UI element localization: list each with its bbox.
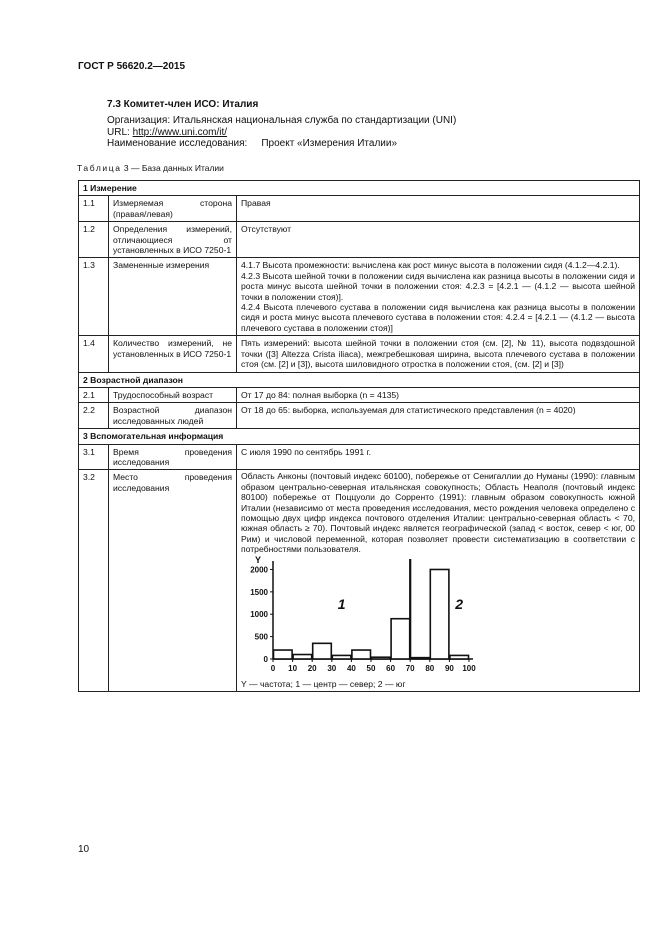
study-value: Проект «Измерения Италии» — [261, 138, 398, 149]
x-tick-label: 80 — [425, 663, 435, 673]
section-row — [79, 372, 640, 387]
table-row — [79, 403, 640, 429]
y-tick-label: 0 — [263, 654, 268, 664]
row-value-part: 4.1.7 Высота промежности: вычислена как рост минус высота в положении сидя (4.1.2—4.2.1). — [241, 260, 620, 271]
section-row — [79, 181, 640, 196]
document-code: ГОСТ Р 56620.2—2015 — [78, 61, 186, 72]
table-row — [79, 444, 640, 470]
table-caption-text: 3 — База данных Италии — [121, 163, 224, 173]
region-label: 2 — [455, 595, 464, 612]
x-tick-label: 20 — [307, 663, 317, 673]
row-name: Место проведения исследования — [109, 470, 237, 692]
row-name: Возрастной диапазон исследованных людей — [109, 403, 237, 429]
y-tick-label: 1500 — [250, 587, 268, 597]
table-caption — [77, 163, 224, 173]
histogram-bar — [313, 643, 332, 659]
histogram-bar — [391, 618, 410, 658]
row-number: 1.1 — [79, 196, 109, 222]
x-tick-label: 50 — [366, 663, 376, 673]
row-number: 2.1 — [79, 387, 109, 402]
x-tick-label: 0 — [270, 663, 276, 673]
y-tick-label: 1000 — [250, 609, 268, 619]
row-value: От 18 до 65: выборка, используемая для статистического представления (n = 4020) — [237, 403, 640, 429]
x-tick-label: 70 — [405, 663, 415, 673]
row-value — [237, 470, 640, 692]
row-name: Трудоспособный возраст — [109, 387, 237, 402]
y-tick-label: 2000 — [250, 565, 268, 575]
url-link[interactable]: http://www.uni.com/it/ — [132, 126, 228, 138]
row-name: Замененные измерения — [109, 258, 237, 336]
row-number: 1.4 — [79, 336, 109, 372]
table-row — [79, 258, 640, 336]
section-header: 1 Измерение — [79, 181, 640, 196]
table-row — [79, 470, 640, 692]
histogram-bar — [430, 569, 449, 659]
region-label: 1 — [337, 595, 346, 612]
row-value: Отсутствуют — [237, 222, 640, 258]
frequency-histogram — [243, 555, 493, 679]
y-axis-label: Y — [255, 554, 262, 565]
histogram-bar — [411, 657, 430, 658]
x-tick-label: 30 — [327, 663, 337, 673]
chart-caption: Y — частота; 1 — центр — север; 2 — юг — [241, 678, 406, 689]
row-value: От 17 до 84: полная выборка (n = 4135) — [237, 387, 640, 402]
histogram-bar — [293, 654, 312, 658]
row-value-text: Область Анконы (почтовый индекс 60100), побережье от Сенигаллии до Нуманы (1990): главным образом центрально-северная итальянская совокупность; Область Неаполя (почтовый индекс 80100) побережье от Поццуоли до Сорренто (1991): главным образом совокупность южной Италии (независимо от места проведения исследования, место рождения человека определено с помощью двух цифр индекса почтового отделения Италии: центрально-северная область < 70, южная область ≥ 70). Почтовый индекс является географической (запад < восток, север < юг, 00 Рим) и числовой переменной, которая позволяет провести систематизацию в соответствии с потребностями пользователя. — [241, 471, 635, 555]
study-line — [107, 138, 456, 150]
histogram-bar — [450, 655, 469, 659]
row-number: 1.2 — [79, 222, 109, 258]
table-caption-prefix: Таблица — [77, 163, 122, 173]
row-name: Определения измерений, отличающиеся от установленных в ИСО 7250-1 — [109, 222, 237, 258]
organization-line: Организация: Итальянская национальная служба по стандартизации (UNI) — [107, 115, 457, 126]
x-tick-label: 90 — [444, 663, 454, 673]
url-line — [107, 127, 456, 139]
row-value: С июля 1990 по сентябрь 1991 г. — [237, 444, 640, 470]
table-row — [79, 387, 640, 402]
y-tick-label: 500 — [254, 632, 268, 642]
row-name: Время проведения исследования — [109, 444, 237, 470]
italy-database-table — [78, 180, 640, 692]
table-row — [79, 196, 640, 222]
row-number: 2.2 — [79, 403, 109, 429]
section-info — [107, 115, 456, 150]
histogram-bar — [372, 657, 391, 659]
histogram-bar — [352, 650, 371, 659]
x-tick-label: 10 — [288, 663, 298, 673]
row-name: Измеряемая сторона (правая/левая) — [109, 196, 237, 222]
row-value-part: 4.2.4 Высота плечевого сустава в положении сидя вычислена как разница высоты в положении сидя и роста минус высота плечевого сустава в положении стоя: 4.2.4 = [4.2.1 — (4.1.2 — высота плечевого сустава в положении стоя)] — [241, 302, 635, 333]
table-row — [79, 222, 640, 258]
row-value-part: 4.2.3 Высота шейной точки в положении сидя вычислена как разница высоты в положении сидя и роста минус высота шейной точки в положении стоя: 4.2.3 = [4.2.1 — (4.1.2 — высота шейной точки в положении стоя)]. — [241, 270, 635, 302]
url-label: URL: — [107, 126, 133, 138]
table-row — [79, 336, 640, 372]
histogram-bar — [274, 650, 293, 659]
x-tick-label: 100 — [462, 663, 476, 673]
study-label: Наименование исследования: — [107, 138, 248, 149]
section-row — [79, 429, 640, 444]
row-value: Пять измерений: высота шейной точки в положении стоя (см. [2], № 11), высота подвздошной точки ([3] Altezza Crista iliaca), межгребешковая ширина, высота плечевого сустава в положении стоя (см. [2] и [3]), высота шиловидного отростка в положении стоя, (см. [2] и [3]) — [237, 336, 640, 372]
section-header: 2 Возрастной диапазон — [79, 372, 640, 387]
row-number: 1.3 — [79, 258, 109, 336]
x-tick-label: 60 — [386, 663, 396, 673]
row-name: Количество измерений, не установленных в ИСО 7250-1 — [109, 336, 237, 372]
section-title: 7.3 Комитет-член ИСО: Италия — [107, 99, 259, 110]
row-value: Правая — [237, 196, 640, 222]
x-tick-label: 40 — [346, 663, 356, 673]
row-number: 3.2 — [79, 470, 109, 692]
row-number: 3.1 — [79, 444, 109, 470]
section-header: 3 Вспомогательная информация — [79, 429, 640, 444]
page-number: 10 — [78, 844, 90, 855]
histogram-bar — [332, 655, 351, 659]
row-value — [237, 258, 640, 336]
